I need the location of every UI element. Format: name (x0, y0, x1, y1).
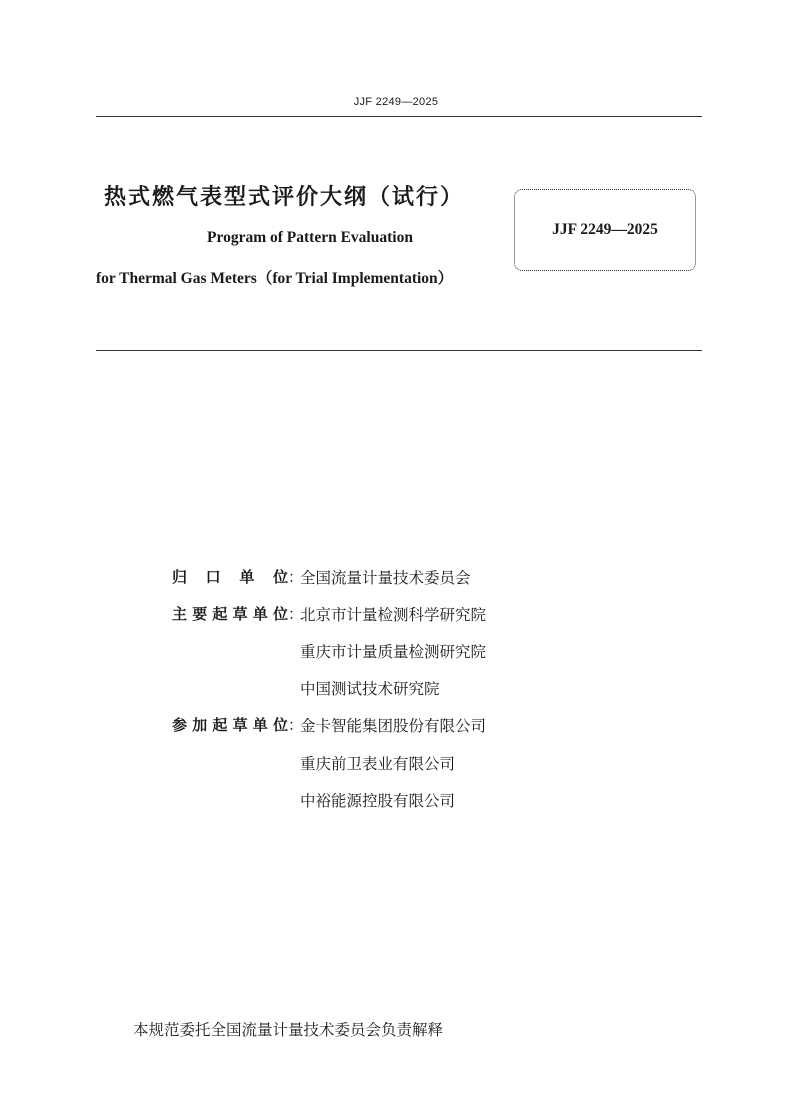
org-value-responsible: 全国流量计量技术委员会 (300, 569, 471, 587)
header-document-code: JJF 2249—2025 (353, 96, 439, 108)
english-title-line-2: for Thermal Gas Meters（for Trial Implementation） (96, 270, 454, 287)
document-code-box-text: JJF 2249—2025 (552, 221, 658, 238)
title-divider (96, 350, 702, 351)
org-label-responsible: 归 口 单 位 (172, 568, 288, 586)
org-value-main-drafter: 北京市计量检测科学研究院 (300, 606, 487, 624)
org-colon: ： (288, 605, 304, 623)
org-colon: ： (288, 568, 304, 586)
english-title-line-1: Program of Pattern Evaluation (207, 229, 413, 246)
org-label-participating-drafters: 参加起草单位 (172, 716, 288, 734)
org-colon: ： (288, 716, 304, 734)
org-value-main-drafter: 中国测试技术研究院 (300, 680, 440, 698)
org-value-participating-drafter: 重庆前卫表业有限公司 (300, 755, 456, 773)
org-value-participating-drafter: 中裕能源控股有限公司 (300, 792, 456, 810)
header-divider (96, 116, 702, 117)
org-value-main-drafter: 重庆市计量质量检测研究院 (300, 643, 487, 661)
org-label-main-drafters: 主要起草单位 (172, 605, 288, 623)
chinese-title: 热式燃气表型式评价大纲（试行） (104, 185, 465, 210)
document-code-box (514, 189, 696, 271)
interpretation-note: 本规范委托全国流量计量技术委员会负责解释 (133, 1021, 444, 1039)
org-value-participating-drafter: 金卡智能集团股份有限公司 (300, 717, 487, 735)
